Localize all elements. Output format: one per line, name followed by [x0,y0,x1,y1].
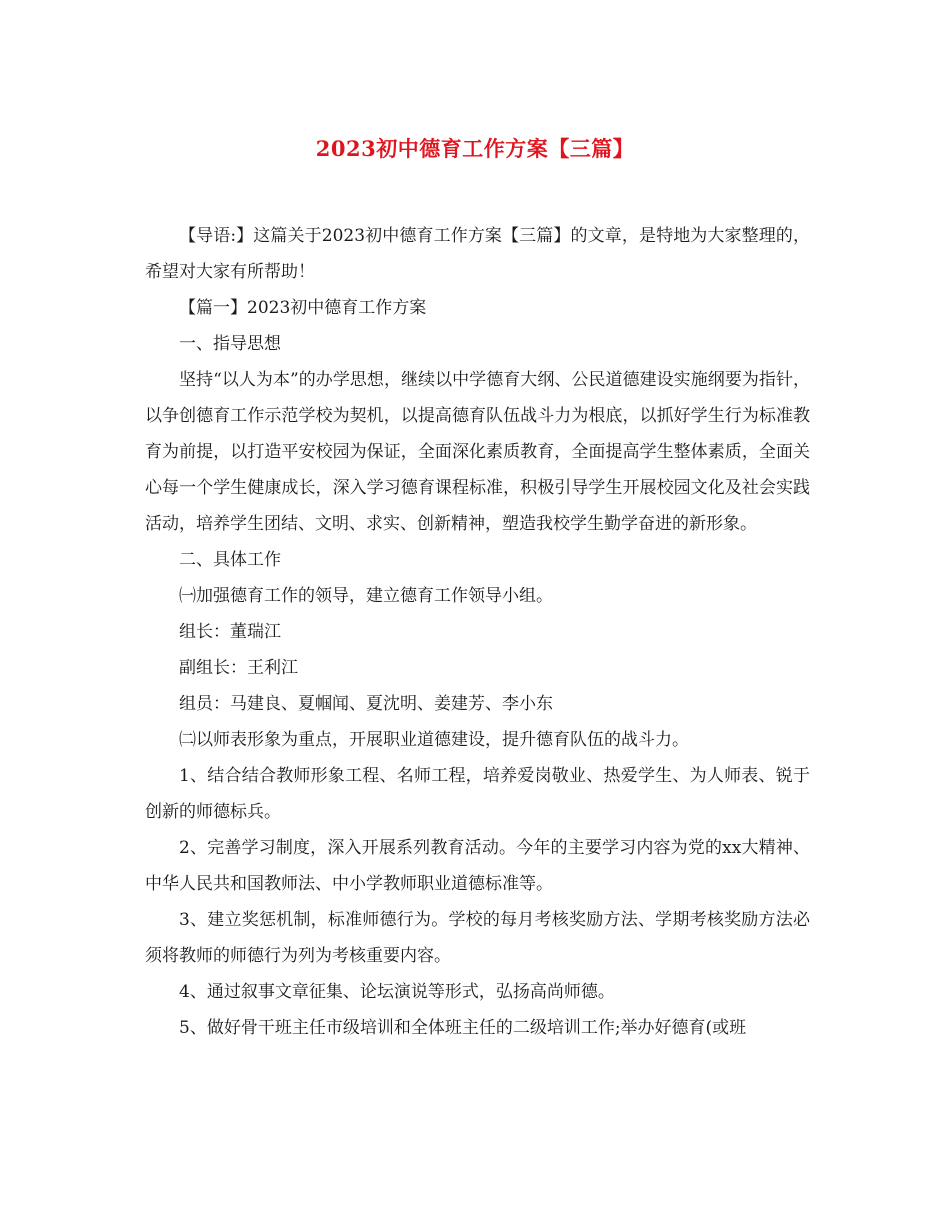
list-item: 1、结合结合教师形象工程、名师工程，培养爱岗敬业、热爱学生、为人师表、锐于创新的师德标兵。 [145,766,810,822]
section-heading: 【篇一】2023初中德育工作方案 [179,298,427,318]
list-item: 3、建立奖惩机制，标准师德行为。学校的每月考核奖励方法、学期考核奖励方法必须将教师的师德行为列为考核重要内容。 [145,910,810,966]
intro-paragraph: 【导语:】这篇关于2023初中德育工作方案【三篇】的文章，是特地为大家整理的，希望对大家有所帮助！ [145,226,810,282]
document-title: 2023初中德育工作方案【三篇】 [315,136,635,161]
subheading: 二、具体工作 [179,550,281,570]
list-item: ㈡以师表形象为重点，开展职业道德建设，提升德育队伍的战斗力。 [179,730,689,750]
list-item: 5、做好骨干班主任市级培训和全体班主任的二级培训工作;举办好德育(或班 [179,1018,747,1038]
list-item: 副组长：王利江 [179,658,298,678]
list-item: 组长：董瑞江 [179,622,281,642]
document-body [145,218,810,1046]
list-item: 4、通过叙事文章征集、论坛演说等形式，弘扬高尚师德。 [179,982,615,1002]
list-item: ㈠加强德育工作的领导，建立德育工作领导小组。 [179,586,553,606]
body-paragraph: 坚持“以人为本”的办学思想，继续以中学德育大纲、公民道德建设实施纲要为指针，以争创德育工作示范学校为契机，以提高德育队伍战斗力为根底，以抓好学生行为标准教育为前提，以打造平安校园为保证，全面深化素质教育，全面提高学生整体素质，全面关心每一个学生健康成长，深入学习德育课程标准，积极引导学生开展校园文化及社会实践活动，培养学生团结、文明、求实、创新精神，塑造我校学生勤学奋进的新形象。 [145,370,810,534]
list-item: 组员：马建良、夏帼闻、夏沈明、姜建芳、李小东 [179,694,553,714]
list-item: 2、完善学习制度，深入开展系列教育活动。今年的主要学习内容为党的xx大精神、中华人民共和国教师法、中小学教师职业道德标准等。 [145,838,810,894]
subheading: 一、指导思想 [179,334,281,354]
